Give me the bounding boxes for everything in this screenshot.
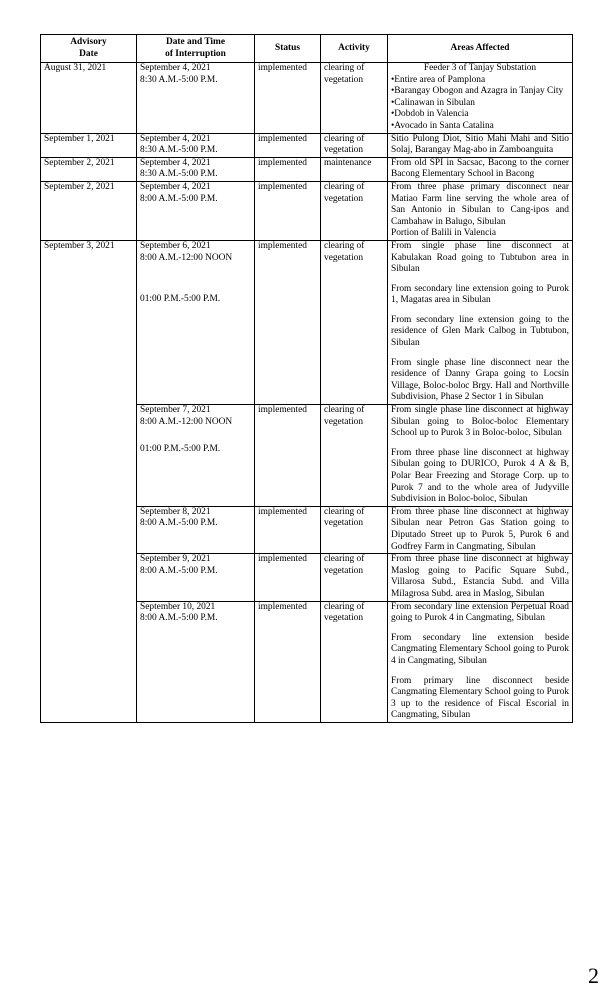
- status-cell: implemented: [255, 63, 321, 134]
- areas-affected-cell: [388, 240, 573, 404]
- interruption-time: 01:00 P.M.-5:00 P.M.: [140, 444, 221, 455]
- areas-affected-cell: [388, 601, 573, 722]
- interruption-date: September 9, 2021: [140, 554, 211, 565]
- header-status: Status: [255, 35, 321, 63]
- interruption-date: September 4, 2021: [140, 133, 211, 144]
- activity-cell: clearing of vegetation: [321, 63, 388, 134]
- status-cell: implemented: [255, 554, 321, 601]
- table-body: [41, 63, 573, 723]
- activity-cell: clearing of vegetation: [321, 506, 388, 553]
- interruption-datetime-cell: [137, 554, 255, 601]
- interruption-time-block: [140, 602, 251, 625]
- advisory-date-cell: September 1, 2021: [41, 133, 137, 157]
- header-date-time: [137, 35, 255, 63]
- interruption-time-block: [140, 241, 251, 264]
- advisory-date-cell: September 2, 2021: [41, 181, 137, 240]
- activity-cell: clearing of vegetation: [321, 554, 388, 601]
- interruption-time-block: [140, 507, 251, 530]
- header-advisory-line2: Date: [79, 48, 98, 59]
- interruption-date: September 4, 2021: [140, 157, 211, 168]
- activity-cell: maintenance: [321, 157, 388, 181]
- areas-affected-cell: [388, 63, 573, 134]
- interruption-time-block: [140, 444, 251, 456]
- area-entry: From old SPI in Sacsac, Bacong to the corner Bacong Elementary School in Bacong: [391, 157, 569, 180]
- area-entry: Sitio Pulong Diot, Sitio Mahi Mahi and Sitio Solaj, Barangay Mag-abo in Zamboanguita: [391, 133, 569, 156]
- header-row: [41, 35, 573, 63]
- area-entry: From single phase line disconnect near the residence of Danny Grapa going to Locsin Village, Boloc-boloc Brgy. Hall and Northville Subdivision, Phase 2 Sector 1 in Sibulan: [391, 357, 569, 403]
- header-activity: Activity: [321, 35, 388, 63]
- table-row: [41, 157, 573, 181]
- activity-cell: clearing of vegetation: [321, 601, 388, 722]
- area-entry: From single phase line disconnect at highway Sibulan going to Boloc-boloc Elementary School up to Purok 3 in Boloc-boloc, Sibulan: [391, 405, 569, 439]
- interruption-time-block: [140, 554, 251, 577]
- area-entry: From three phase line disconnect at highway Maslog going to Pacific Square Subd., Villarosa Subd., Estancia Subd. and Villa Milagrosa Subd. area in Maslog, Sibulan: [391, 554, 569, 599]
- table-row: [41, 133, 573, 157]
- page-number: 2: [588, 963, 599, 988]
- table-row: [41, 63, 573, 134]
- areas-affected-cell: [388, 157, 573, 181]
- interruption-time-block: [140, 63, 251, 86]
- status-cell: implemented: [255, 506, 321, 553]
- interruption-time: 8:00 A.M.-5:00 P.M.: [140, 193, 218, 204]
- interruption-datetime-cell: [137, 157, 255, 181]
- interruption-time: 8:00 A.M.-12:00 NOON: [140, 252, 233, 263]
- interruption-date: September 4, 2021: [140, 181, 211, 192]
- status-cell: implemented: [255, 405, 321, 507]
- interruption-datetime-cell: [137, 601, 255, 722]
- interruption-datetime-cell: [137, 181, 255, 240]
- activity-cell: clearing of vegetation: [321, 405, 388, 507]
- areas-affected-cell: [388, 405, 573, 507]
- areas-affected-cell: [388, 133, 573, 157]
- interruption-time-block: [140, 405, 251, 428]
- interruption-datetime-cell: [137, 133, 255, 157]
- table-row: [41, 240, 573, 404]
- activity-cell: clearing of vegetation: [321, 133, 388, 157]
- interruption-date: September 6, 2021: [140, 240, 211, 251]
- status-cell: implemented: [255, 240, 321, 404]
- area-entry: From secondary line extension going to Purok 1, Magatas area in Sibulan: [391, 283, 569, 306]
- activity-cell: clearing of vegetation: [321, 240, 388, 404]
- header-advisory-line1: Advisory: [70, 36, 107, 47]
- area-entry: From three phase line disconnect at highway Sibulan near Petron Gas Station going to Diputado Street up to Purok 5, Purok 6 and Godfrey Farm in Cangmating, Sibulan: [391, 506, 569, 552]
- interruption-time: 01:00 P.M.-5:00 P.M.: [140, 294, 221, 305]
- area-entry: Feeder 3 of Tanjay Substation: [423, 63, 537, 73]
- header-areas-affected: Areas Affected: [388, 35, 573, 63]
- interruption-date: September 4, 2021: [140, 63, 211, 73]
- areas-affected-cell: [388, 506, 573, 553]
- interruption-date: September 10, 2021: [140, 601, 216, 612]
- advisory-date-cell: August 31, 2021: [41, 63, 137, 134]
- interruption-time: 8:00 A.M.-5:00 P.M.: [140, 613, 218, 624]
- advisory-date-cell: September 2, 2021: [41, 157, 137, 181]
- area-entry: Portion of Balili in Valencia: [391, 228, 497, 239]
- status-cell: implemented: [255, 181, 321, 240]
- advisory-date-cell: September 3, 2021: [41, 240, 137, 722]
- interruption-time-block: [140, 158, 251, 181]
- area-entry: •Dobdob in Valencia: [391, 109, 469, 120]
- interruption-time: 8:00 A.M.-5:00 P.M.: [140, 565, 218, 576]
- interruption-time-block: [140, 294, 251, 306]
- area-entry: From secondary line extension Perpetual Road going to Purok 4 in Cangmating, Sibulan: [391, 601, 569, 624]
- header-datetime-line1: Date and Time: [165, 36, 226, 47]
- area-entry: •Calinawan in Sibulan: [391, 97, 475, 108]
- header-datetime-line2: of Interruption: [165, 48, 226, 59]
- area-entry: •Entire area of Pamplona: [391, 74, 486, 85]
- advisory-table: [40, 34, 573, 723]
- area-entry: From three phase line disconnect at highway Sibulan going to DURICO, Purok 4 A & B, Polar Bear Freezing and Storage Corp. up to Purok 7 and to the whole area of Judyville Subdivision in Boloc-boloc, Sibulan: [391, 447, 569, 505]
- interruption-datetime-cell: [137, 63, 255, 134]
- interruption-datetime-cell: [137, 405, 255, 507]
- interruption-date: September 8, 2021: [140, 506, 211, 517]
- header-advisory-date: [41, 35, 137, 63]
- interruption-datetime-cell: [137, 240, 255, 404]
- area-entry: •Avocado in Santa Catalina: [391, 120, 494, 131]
- area-entry: •Barangay Obogon and Azagra in Tanjay City: [391, 86, 564, 97]
- interruption-time: 8:30 A.M.-5:00 P.M.: [140, 145, 218, 156]
- areas-affected-cell: [388, 181, 573, 240]
- interruption-time-block: [140, 182, 251, 205]
- status-cell: implemented: [255, 157, 321, 181]
- interruption-time: 8:00 A.M.-12:00 NOON: [140, 416, 233, 427]
- status-cell: implemented: [255, 601, 321, 722]
- areas-affected-cell: [388, 554, 573, 601]
- area-entry: From three phase primary disconnect near Matiao Farm line serving the whole area of San Antonio in Sibulan to Cang-ipos and Cambahaw in Balugo, Sibulan: [391, 181, 569, 227]
- activity-cell: clearing of vegetation: [321, 181, 388, 240]
- interruption-time: 8:00 A.M.-5:00 P.M.: [140, 518, 218, 529]
- status-cell: implemented: [255, 133, 321, 157]
- interruption-datetime-cell: [137, 506, 255, 553]
- table-row: [41, 181, 573, 240]
- interruption-time: 8:30 A.M.-5:00 P.M.: [140, 169, 218, 180]
- area-entry: From secondary line extension beside Cangmating Elementary School going to Purok 4 in Cangmating, Sibulan: [391, 632, 569, 666]
- interruption-date: September 7, 2021: [140, 405, 211, 416]
- area-entry: From primary line disconnect beside Cangmating Elementary School going to Purok 3 up to the residence of Fiscal Escorial in Cangmating, Sibulan: [391, 675, 569, 721]
- interruption-time-block: [140, 134, 251, 157]
- area-entry: From secondary line extension going to the residence of Glen Mark Calbog in Tubtubon, Sibulan: [391, 314, 569, 349]
- area-entry: From single phase line disconnect at Kabulakan Road going to Tubtubon area in Sibulan: [391, 240, 569, 275]
- interruption-time: 8:30 A.M.-5:00 P.M.: [140, 74, 218, 85]
